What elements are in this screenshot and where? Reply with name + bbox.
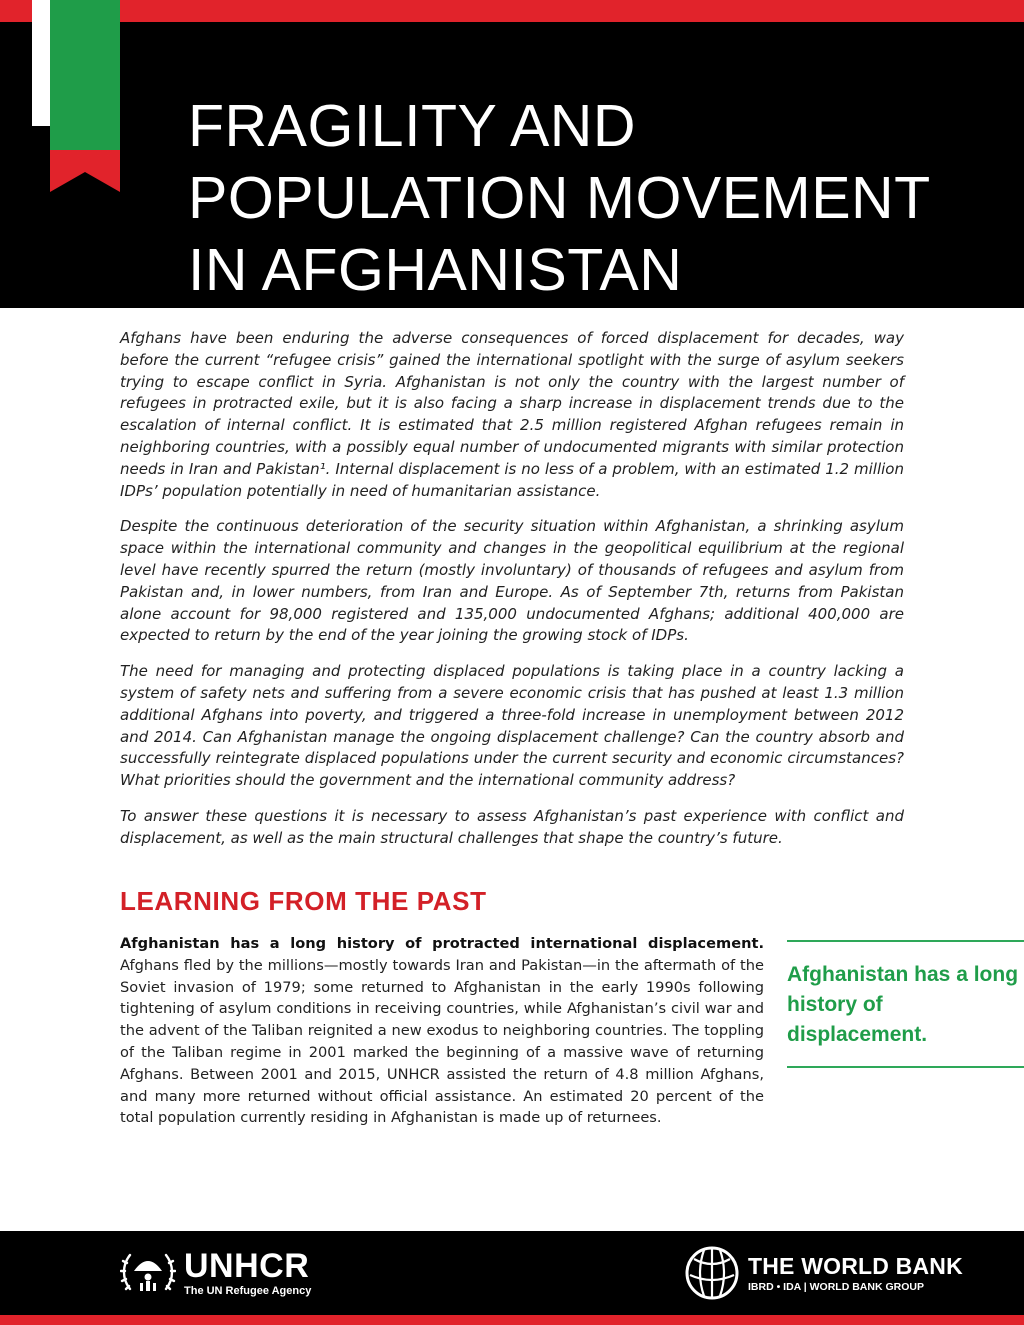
world-bank-name: THE WORLD BANK [748, 1253, 963, 1279]
flag-ribbon-icon [32, 0, 120, 192]
unhcr-emblem-icon [120, 1247, 176, 1299]
section-body [120, 933, 764, 1129]
world-bank-tagline: IBRD • IDA | WORLD BANK GROUP [748, 1281, 924, 1293]
pull-quote-text: Afghanistan has a long history of displacement. [787, 963, 1019, 1046]
world-bank-globe-icon [684, 1245, 740, 1301]
bottom-red-band [0, 1315, 1024, 1325]
intro-section [120, 328, 904, 864]
section-lead: Afghanistan has a long history of protracted international displacement. [120, 935, 764, 952]
title-line: IN AFGHANISTAN [188, 237, 683, 303]
unhcr-name: UNHCR [184, 1247, 310, 1285]
pull-quote [787, 940, 1024, 1068]
section-body-text: Afghans fled by the millions—mostly towards Iran and Pakistan—in the aftermath of the Soviet invasion of 1979; some returned to Afghanistan in the early 1990s following tightening of asylum conditions in receiving countries, while Afghanistan’s civil war and the advent of the Taliban reignited a new exodus to neighboring countries. The toppling of the Taliban regime in 2001 marked the beginning of a massive wave of returning Afghans. Between 2001 and 2015, UNHCR assisted the return of 4.8 million Afghans, and many more returned without official assistance. An estimated 20 percent of the total population currently residing in Afghanistan is made up of returnees. [120, 956, 764, 1127]
world-bank-logo [684, 1245, 963, 1301]
unhcr-tagline: The UN Refugee Agency [184, 1285, 312, 1297]
page-title [188, 90, 988, 306]
section-heading: LEARNING FROM THE PAST [120, 886, 487, 916]
intro-paragraph: To answer these questions it is necessary to assess Afghanistan’s past experience with conflict and displacement, as well as the main structural challenges that shape the country’s future. [120, 806, 904, 847]
unhcr-logo [120, 1247, 311, 1299]
footer-band [0, 1231, 1024, 1315]
title-line: POPULATION MOVEMENT [188, 165, 931, 231]
header-banner [0, 22, 1024, 308]
title-line: FRAGILITY AND [188, 93, 637, 159]
intro-paragraph: The need for managing and protecting displaced populations is taking place in a country lacking a system of safety nets and suffering from a severe economic crisis that has pushed at least 1.3 million additional Afghans into poverty, and triggered a three-fold increase in unemployment between 2012 and 2014. Can Afghanistan manage the ongoing displacement challenge? Can the country absorb and successfully reintegrate displaced populations under the current security and economic circumstances? What priorities should the government and the international community address? [120, 662, 904, 790]
intro-paragraph: Despite the continuous deterioration of the security situation within Afghanistan, a shrinking asylum space within the international community and changes in the geopolitical equilibrium at the regional level have recently spurred the return (mostly involuntary) of thousands of refugees and asylum from Pakistan and, in lower numbers, from Iran and Europe. As of September 7th, returns from Pakistan alone account for 98,000 registered and 135,000 undocumented Afghans; additional 400,000 are expected to return by the end of the year joining the growing stock of IDPs. [120, 517, 904, 645]
top-red-band [0, 0, 1024, 22]
intro-paragraph: Afghans have been enduring the adverse consequences of forced displacement for decades, way before the current “refugee crisis” gained the international spotlight with the surge of asylum seekers trying to escape conflict in Syria. Afghanistan is not only the country with the largest number of refugees in protracted exile, but it is also facing a sharp increase in displacement trends due to the escalation of internal conflict. It is estimated that 2.5 million registered Afghan refugees remain in neighboring countries, with a possibly equal number of undocumented migrants with similar protection needs in Iran and Pakistan¹. Internal displacement is no less of a problem, with an estimated 1.2 million IDPs’ population potentially in need of humanitarian assistance. [120, 329, 904, 500]
